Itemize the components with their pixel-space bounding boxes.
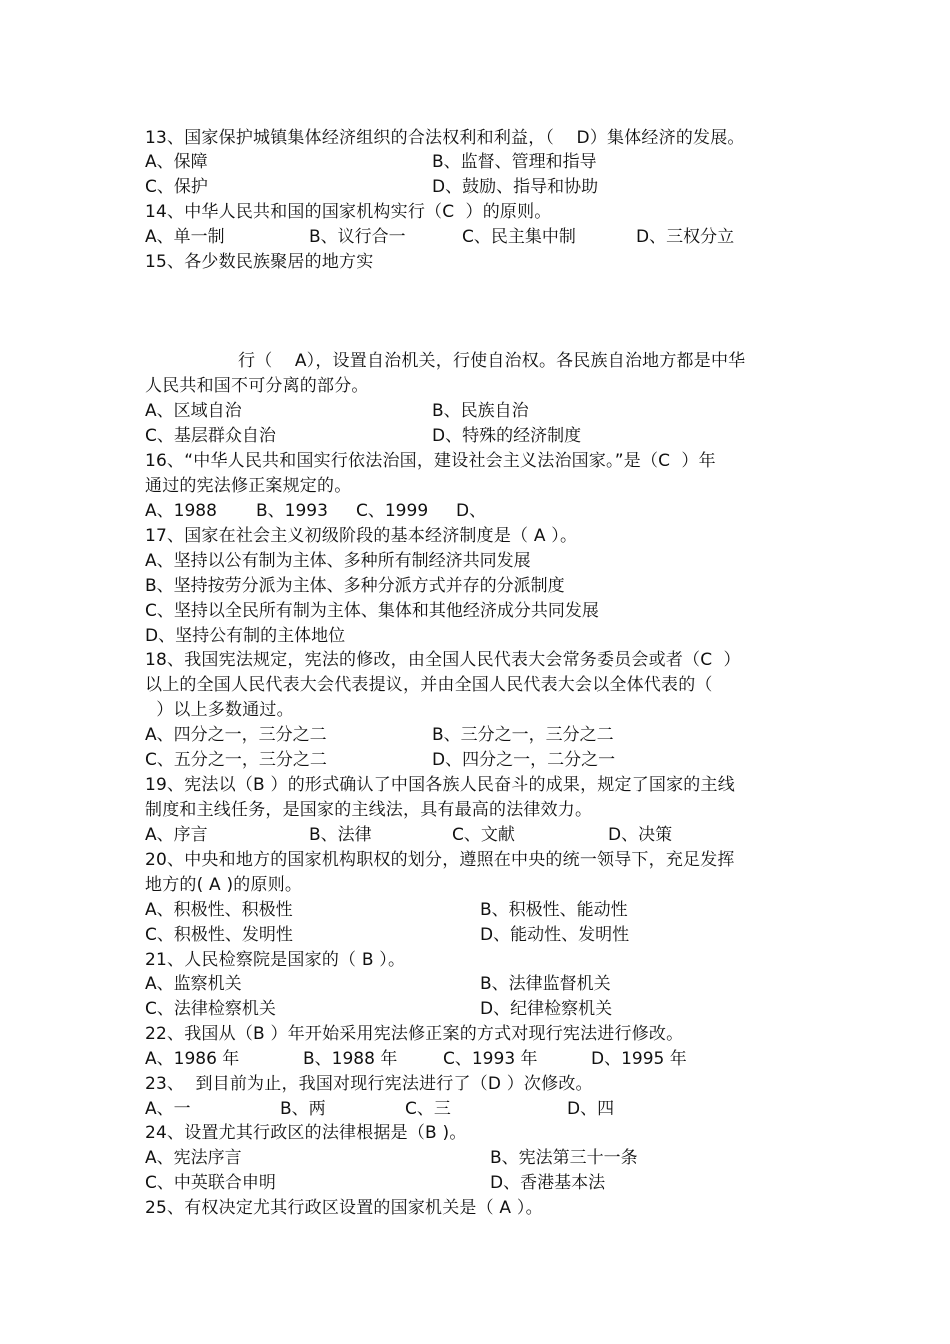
q25-stem: 25、有权决定尤其行政区设置的国家机关是（ A ）。 (145, 1198, 543, 1218)
q24-option-c: C、中英联合申明 (145, 1173, 276, 1193)
q16-option-d: D、 (456, 501, 487, 521)
q15-option-b: B、民族自治 (432, 401, 529, 421)
q16-option-b: B、1993 (256, 501, 328, 521)
q14-option-d: D、三权分立 (636, 227, 735, 247)
q21-option-c: C、法律检察机关 (145, 999, 276, 1019)
q21-option-d: D、纪律检察机关 (480, 999, 613, 1019)
q19-option-b: B、法律 (309, 825, 372, 845)
q21-option-b: B、法律监督机关 (480, 974, 611, 994)
q21-stem: 21、人民检察院是国家的（ B ）。 (145, 950, 406, 970)
q23-option-d: D、四 (567, 1099, 615, 1119)
q19-option-a: A、序言 (145, 825, 208, 845)
q18-stem-line-1: 18、我国宪法规定，宪法的修改，由全国人民代表大会常务委员会或者（C ） (145, 650, 741, 670)
q17-option-c: C、坚持以全民所有制为主体、集体和其他经济成分共同发展 (145, 601, 599, 621)
q23-stem: 23、 到目前为止，我国对现行宪法进行了（D ）次修改。 (145, 1074, 593, 1094)
q15-stem-line-1: 15、各少数民族聚居的地方实 (145, 252, 374, 272)
q16-option-a: A、1988 (145, 501, 217, 521)
q15-stem-line-3: 人民共和国不可分离的部分。 (145, 376, 369, 396)
q18-stem-line-3: ）以上多数通过。 (145, 700, 294, 720)
q13-option-a: A、保障 (145, 152, 208, 172)
q13-option-d: D、鼓励、指导和协助 (432, 177, 599, 197)
q20-option-c: C、积极性、发明性 (145, 925, 293, 945)
q22-option-c: C、1993 年 (443, 1049, 538, 1069)
q14-option-a: A、单一制 (145, 227, 225, 247)
q17-option-d: D、坚持公有制的主体地位 (145, 626, 346, 646)
q20-stem-line-1: 20、中央和地方的国家机构职权的划分，遵照在中央的统一领导下，充足发挥 (145, 850, 735, 870)
q19-option-d: D、决策 (608, 825, 673, 845)
q23-option-b: B、两 (280, 1099, 326, 1119)
q20-option-a: A、积极性、积极性 (145, 900, 293, 920)
q17-option-b: B、坚持按劳分派为主体、多种分派方式并存的分派制度 (145, 576, 565, 596)
q24-option-a: A、宪法序言 (145, 1148, 242, 1168)
q21-option-a: A、监察机关 (145, 974, 242, 994)
q23-option-a: A、一 (145, 1099, 191, 1119)
q13-option-b: B、监督、管理和指导 (432, 152, 597, 172)
q17-option-a: A、坚持以公有制为主体、多种所有制经济共同发展 (145, 551, 531, 571)
q16-stem-line-1: 16、“中华人民共和国实行依法治国，建设社会主义法治国家。”是（C ）年 (145, 451, 716, 471)
q20-option-d: D、能动性、发明性 (480, 925, 630, 945)
q18-option-b: B、三分之一，三分之二 (432, 725, 614, 745)
q22-option-d: D、1995 年 (591, 1049, 687, 1069)
q13-stem: 13、国家保护城镇集体经济组织的合法权利和利益，（ D）集体经济的发展。 (145, 128, 745, 148)
q15-option-c: C、基层群众自治 (145, 426, 276, 446)
q15-option-a: A、区域自治 (145, 401, 242, 421)
q18-option-d: D、四分之一，二分之一 (432, 750, 616, 770)
q15-option-d: D、特殊的经济制度 (432, 426, 582, 446)
q17-stem: 17、国家在社会主义初级阶段的基本经济制度是（ A ）。 (145, 526, 578, 546)
q16-stem-line-2: 通过的宪法修正案规定的。 (145, 476, 352, 496)
q22-stem: 22、我国从（B ）年开始采用宪法修正案的方式对现行宪法进行修改。 (145, 1024, 684, 1044)
q13-option-c: C、保护 (145, 177, 208, 197)
q24-option-b: B、宪法第三十一条 (490, 1148, 638, 1168)
q15-stem-line-2: 行（ A），设置自治机关，行使自治权。各民族自治地方都是中华 (238, 351, 746, 371)
q19-stem-line-2: 制度和主线任务，是国家的主线法，具有最高的法律效力。 (145, 800, 593, 820)
q18-stem-line-2: 以上的全国人民代表大会代表提议，并由全国人民代表大会以全体代表的（ (145, 675, 713, 695)
q20-option-b: B、积极性、能动性 (480, 900, 628, 920)
q24-option-d: D、香港基本法 (490, 1173, 606, 1193)
q23-option-c: C、三 (405, 1099, 451, 1119)
q22-option-b: B、1988 年 (303, 1049, 398, 1069)
q18-option-a: A、四分之一，三分之二 (145, 725, 327, 745)
q20-stem-line-2: 地方的( A )的原则。 (145, 875, 303, 895)
q14-option-c: C、民主集中制 (462, 227, 576, 247)
q22-option-a: A、1986 年 (145, 1049, 240, 1069)
q16-option-c: C、1999 (356, 501, 429, 521)
q19-stem-line-1: 19、宪法以（B ）的形式确认了中国各族人民奋斗的成果，规定了国家的主线 (145, 775, 735, 795)
q24-stem: 24、设置尤其行政区的法律根据是（B )。 (145, 1123, 467, 1143)
q19-option-c: C、文献 (452, 825, 515, 845)
q14-stem: 14、中华人民共和国的国家机构实行（C ）的原则。 (145, 202, 552, 222)
q14-option-b: B、议行合一 (309, 227, 406, 247)
q18-option-c: C、五分之一，三分之二 (145, 750, 327, 770)
